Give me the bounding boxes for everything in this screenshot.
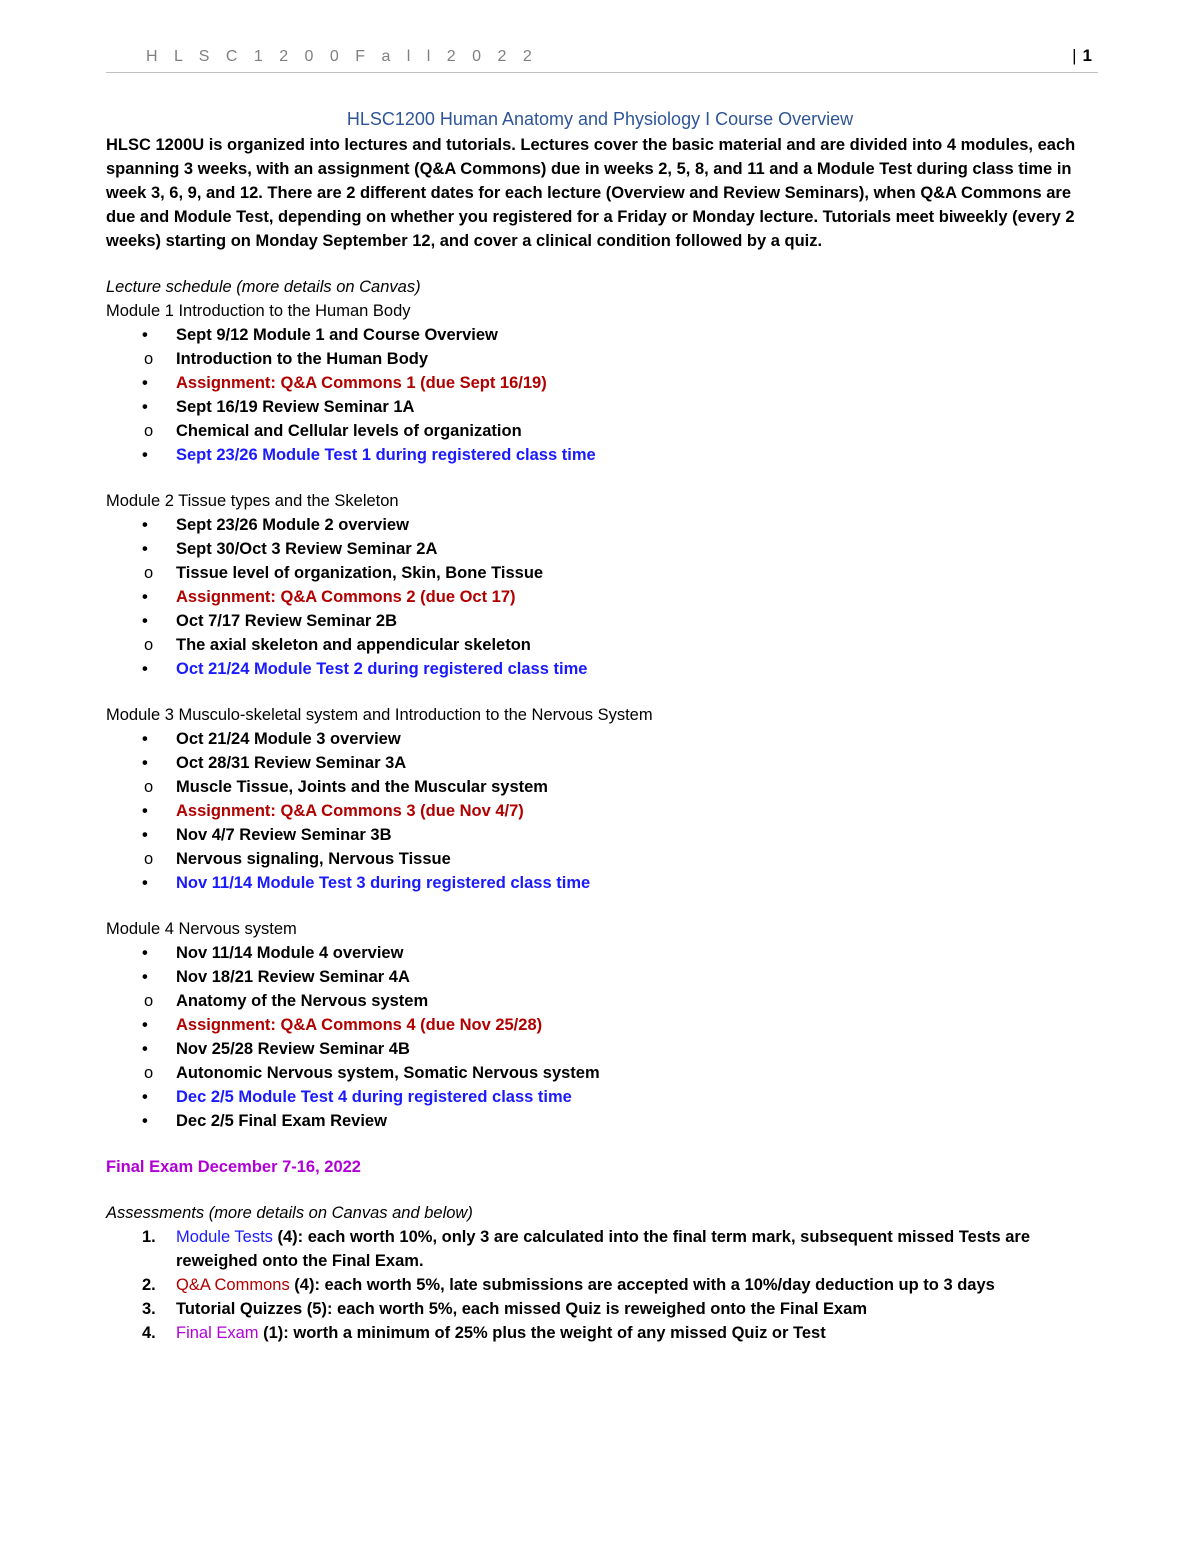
intro-paragraph: HLSC 1200U is organized into lectures and tutorials. Lectures cover the basic material and are divided into 4 modules, each spanning 3 weeks, with an assignment (Q&A Commons) due in weeks 2, 5, 8, and 11 and a Module Test during class time in week 3, 6, 9, and 12. There are 2 different dates for each lecture (Overview and Review Seminars), when Q&A Commons are due and Module Test, depending on whether you registered for a Friday or Monday lecture. Tutorials meet biweekly (every 2 weeks) starting on Monday September 12, and cover a clinical condition followed by a quiz. — [106, 136, 1076, 250]
module-title: Module 3 Musculo-skeletal system and Introduction to the Nervous System — [106, 706, 653, 724]
assessment-name: Q&A Commons — [176, 1276, 290, 1294]
module-items — [106, 513, 1096, 681]
module-section — [106, 917, 1096, 1133]
sub-topic-item: o Chemical and Cellular levels of organization — [106, 419, 1096, 443]
assessment-number: 1. — [142, 1228, 156, 1246]
assignment-item: • Assignment: Q&A Commons 3 (due Nov 4/7) — [106, 799, 1096, 823]
assessment-details: (4): each worth 5%, late submissions are accepted with a 10%/day deduction up to 3 days — [289, 1276, 995, 1294]
sub-topic-list — [106, 989, 1096, 1013]
assessment-item — [106, 1297, 1096, 1321]
assessment-number: 4. — [142, 1324, 156, 1342]
schedule-item: • Oct 21/24 Module 3 overview — [106, 727, 1096, 751]
module-test-item: • Sept 23/26 Module Test 1 during registered class time — [106, 443, 1096, 467]
assessment-item — [106, 1225, 1096, 1273]
header-divider: | — [1072, 46, 1077, 65]
assessments-heading: Assessments (more details on Canvas and below) — [106, 1204, 473, 1222]
sub-topic-list — [106, 1061, 1096, 1085]
assessment-number: 2. — [142, 1276, 156, 1294]
module-items — [106, 727, 1096, 895]
sub-topic-list — [106, 775, 1096, 799]
module-test-item: • Oct 21/24 Module Test 2 during registered class time — [106, 657, 1096, 681]
schedule-item: • Nov 4/7 Review Seminar 3B — [106, 823, 1096, 847]
document-title: HLSC1200 Human Anatomy and Physiology I Course Overview — [346, 109, 854, 129]
assessment-details: (5): each worth 5%, each missed Quiz is reweighed onto the Final Exam — [302, 1300, 868, 1318]
schedule-item: • Sept 30/Oct 3 Review Seminar 2A — [106, 537, 1096, 561]
module-items — [106, 941, 1096, 1133]
header-page-number — [1072, 46, 1092, 66]
sub-topic-item: o Tissue level of organization, Skin, Bone Tissue — [106, 561, 1096, 585]
schedule-item: • Nov 11/14 Module 4 overview — [106, 941, 1096, 965]
assessment-list — [106, 1225, 1096, 1345]
sub-topic-item: o Introduction to the Human Body — [106, 347, 1096, 371]
assessment-name: Module Tests — [176, 1228, 273, 1246]
sub-topic-list — [106, 347, 1096, 371]
assessment-item — [106, 1321, 1096, 1345]
sub-topic-item: o Nervous signaling, Nervous Tissue — [106, 847, 1096, 871]
assessment-item — [106, 1273, 1096, 1297]
assignment-item: • Assignment: Q&A Commons 2 (due Oct 17) — [106, 585, 1096, 609]
module-section — [106, 489, 1096, 681]
module-test-item: • Dec 2/5 Module Test 4 during registered class time — [106, 1085, 1096, 1109]
sub-topic-item: o The axial skeleton and appendicular skeleton — [106, 633, 1096, 657]
module-section — [106, 703, 1096, 895]
sub-topic-list — [106, 419, 1096, 443]
sub-topic-item: o Anatomy of the Nervous system — [106, 989, 1096, 1013]
document-body — [106, 133, 1096, 1345]
assessment-name: Tutorial Quizzes — [176, 1300, 303, 1318]
sub-topic-list — [106, 561, 1096, 585]
schedule-item: • Oct 7/17 Review Seminar 2B — [106, 609, 1096, 633]
schedule-item: • Nov 25/28 Review Seminar 4B — [106, 1037, 1096, 1061]
schedule-item: • Nov 18/21 Review Seminar 4A — [106, 965, 1096, 989]
module-items — [106, 323, 1096, 467]
sub-topic-list — [106, 633, 1096, 657]
assessment-number: 3. — [142, 1300, 156, 1318]
module-title: Module 4 Nervous system — [106, 920, 297, 938]
schedule-item: • Oct 28/31 Review Seminar 3A — [106, 751, 1096, 775]
assignment-item: • Assignment: Q&A Commons 4 (due Nov 25/28) — [106, 1013, 1096, 1037]
schedule-item: • Dec 2/5 Final Exam Review — [106, 1109, 1096, 1133]
module-title: Module 1 Introduction to the Human Body — [106, 302, 411, 320]
module-title: Module 2 Tissue types and the Skeleton — [106, 492, 399, 510]
assessment-details: (4): each worth 10%, only 3 are calculated into the final term mark, subsequent missed Tests are reweighed onto the Final Exam. — [176, 1228, 1031, 1270]
assessment-details: (1): worth a minimum of 25% plus the weight of any missed Quiz or Test — [258, 1324, 826, 1342]
header-course-term: H L S C 1 2 0 0 F a l l 2 0 2 2 — [146, 48, 538, 65]
schedule-item: • Sept 23/26 Module 2 overview — [106, 513, 1096, 537]
page-header — [106, 46, 1098, 73]
schedule-item: • Sept 16/19 Review Seminar 1A — [106, 395, 1096, 419]
sub-topic-list — [106, 847, 1096, 871]
sub-topic-item: o Autonomic Nervous system, Somatic Nervous system — [106, 1061, 1096, 1085]
final-exam-date: Final Exam December 7-16, 2022 — [106, 1158, 361, 1176]
module-section — [106, 299, 1096, 467]
module-list — [106, 299, 1096, 1133]
assignment-item: • Assignment: Q&A Commons 1 (due Sept 16/19) — [106, 371, 1096, 395]
sub-topic-item: o Muscle Tissue, Joints and the Muscular system — [106, 775, 1096, 799]
schedule-item: • Sept 9/12 Module 1 and Course Overview — [106, 323, 1096, 347]
lecture-schedule-heading: Lecture schedule (more details on Canvas) — [106, 278, 421, 296]
page-number: 1 — [1082, 46, 1092, 65]
assessment-name: Final Exam — [176, 1324, 259, 1342]
module-test-item: • Nov 11/14 Module Test 3 during registered class time — [106, 871, 1096, 895]
